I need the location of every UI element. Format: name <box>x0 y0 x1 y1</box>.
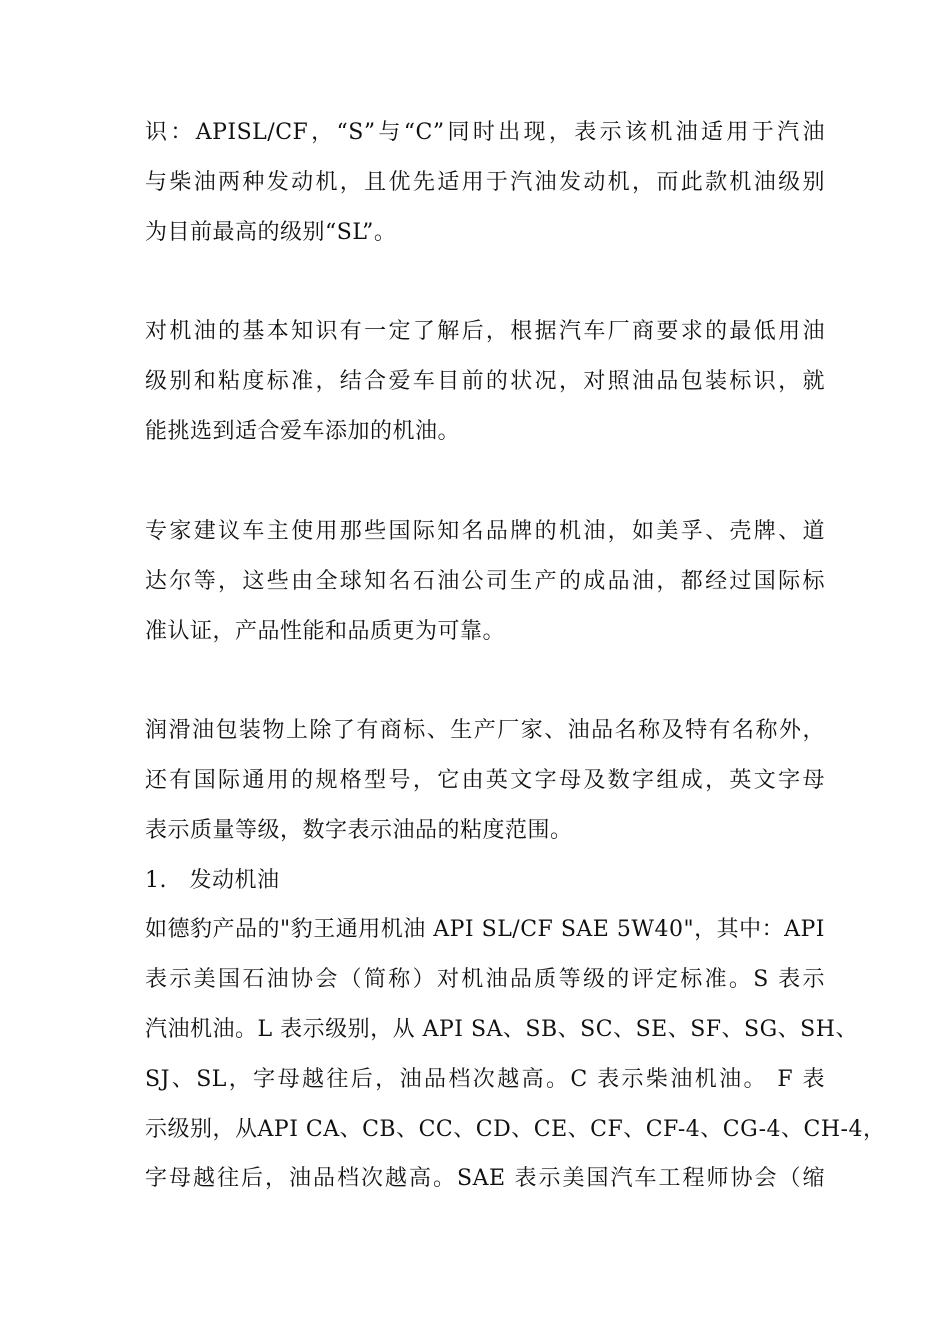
paragraph-3-line-1: 专家建议车主使用那些国际知名品牌的机油，如美孚、壳牌、道 <box>145 519 825 544</box>
section-heading: 1. 发动机油 <box>145 868 280 893</box>
paragraph-1-line-1: 识：APISL/CF，“S”与“C”同时出现，表示该机油适用于汽油 <box>145 120 825 145</box>
paragraph-1-line-2: 与柴油两种发动机，且优先适用于汽油发动机，而此款机油级别 <box>145 170 825 195</box>
paragraph-5-line-5: 示级别，从API CA、CB、CC、CD、CE、CF、CF-4、CG-4、CH-4， <box>145 1117 886 1142</box>
paragraph-5-line-4: SJ、SL，字母越往后，油品档次越高。C 表示柴油机油。 F 表 <box>145 1067 825 1092</box>
paragraph-5-line-1: 如德豹产品的"豹王通用机油 API SL/CF SAE 5W40"，其中：API <box>145 917 825 942</box>
paragraph-1-line-3: 为目前最高的级别“SL”。 <box>145 220 397 245</box>
paragraph-2-line-2: 级别和粘度标准，结合爱车目前的状况，对照油品包装标识，就 <box>145 369 825 394</box>
paragraph-3-line-3: 准认证，产品性能和品质更为可靠。 <box>145 619 506 644</box>
paragraph-4-line-3: 表示质量等级，数字表示油品的粘度范围。 <box>145 818 573 843</box>
paragraph-5-line-3: 汽油机油。L 表示级别，从 API SA、SB、SC、SE、SF、SG、SH、 <box>145 1017 858 1042</box>
paragraph-4-line-1: 润滑油包装物上除了有商标、生产厂家、油品名称及特有名称外， <box>145 718 825 743</box>
paragraph-2-line-3: 能挑选到适合爱车添加的机油。 <box>145 419 461 444</box>
paragraph-3-line-2: 达尔等，这些由全球知名石油公司生产的成品油，都经过国际标 <box>145 569 825 594</box>
paragraph-5-line-6: 字母越往后，油品档次越高。SAE 表示美国汽车工程师协会（缩 <box>145 1166 825 1191</box>
paragraph-5-line-2: 表示美国石油协会（简称）对机油品质等级的评定标准。S 表示 <box>145 967 825 992</box>
paragraph-4-line-2: 还有国际通用的规格型号，它由英文字母及数字组成，英文字母 <box>145 768 825 793</box>
paragraph-2-line-1: 对机油的基本知识有一定了解后，根据汽车厂商要求的最低用油 <box>145 319 825 344</box>
